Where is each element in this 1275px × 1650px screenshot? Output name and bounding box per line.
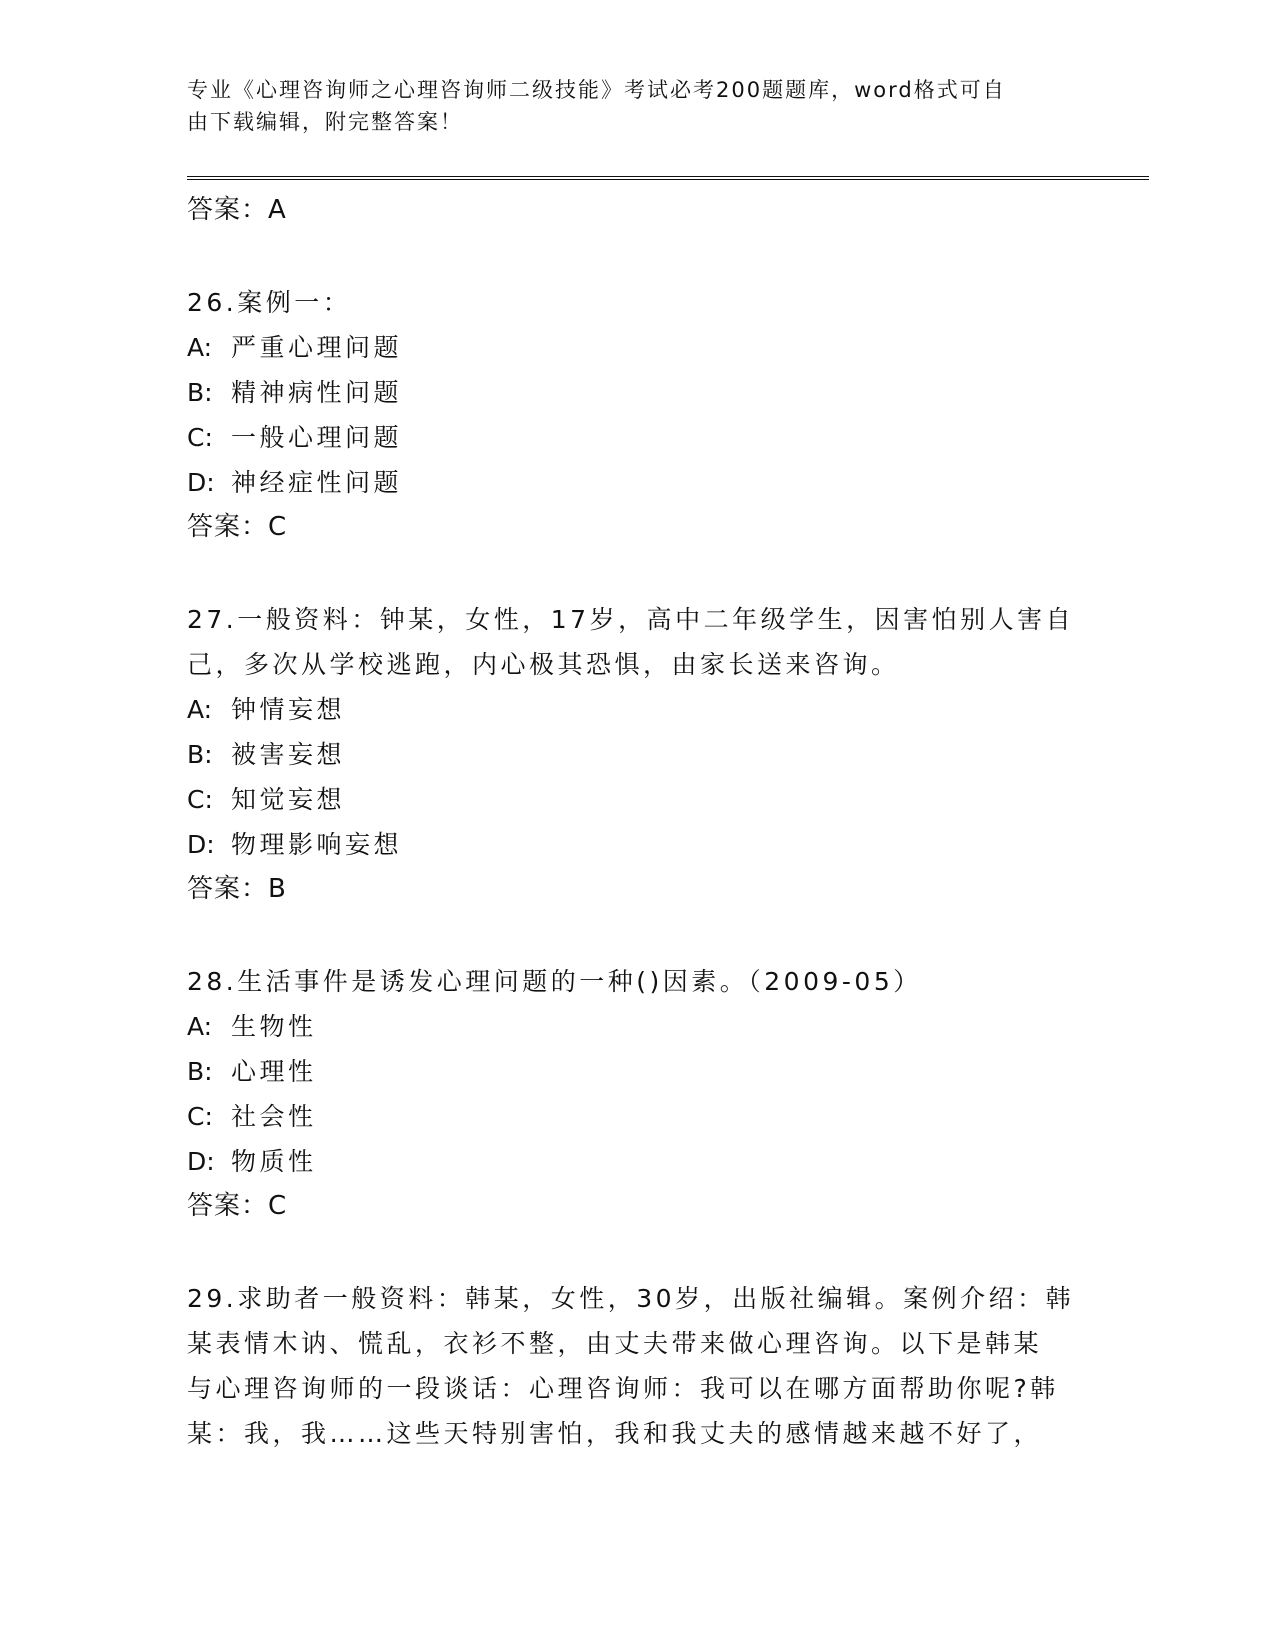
question-text: 28.生活事件是诱发心理问题的一种()因素。（2009-05） xyxy=(187,967,922,996)
option-d xyxy=(187,1139,1087,1184)
option-text: 被害妄想 xyxy=(231,740,346,769)
option-c xyxy=(187,777,1087,822)
option-text: 严重心理问题 xyxy=(231,333,403,362)
header-title-line-1: 专业《心理咨询师之心理咨询师二级技能》考试必考200题题库，word格式可自 xyxy=(187,78,1006,102)
question-text-line-4: 某：我，我……这些天特别害怕，我和我丈夫的感情越来越不好了， xyxy=(187,1419,1043,1448)
option-label: C: xyxy=(187,423,213,452)
question-content xyxy=(187,188,1087,1456)
option-label: B: xyxy=(187,1057,213,1086)
answer-line xyxy=(187,1184,1087,1229)
option-label: D: xyxy=(187,1147,215,1176)
option-label: D: xyxy=(187,830,215,859)
option-label: C: xyxy=(187,1102,213,1131)
answer-value: C xyxy=(268,512,287,542)
question-gap xyxy=(187,912,1087,959)
page-header xyxy=(187,74,1087,138)
option-label: C: xyxy=(187,785,213,814)
option-text: 精神病性问题 xyxy=(231,378,403,407)
option-b xyxy=(187,732,1087,777)
question-text: 26.案例一： xyxy=(187,288,352,317)
option-label: B: xyxy=(187,740,213,769)
option-b xyxy=(187,1049,1087,1094)
option-c xyxy=(187,415,1087,460)
question-text-line-1: 29.求助者一般资料：韩某，女性，30岁，出版社编辑。案例介绍：韩 xyxy=(187,1284,1075,1313)
question-29 xyxy=(187,1276,1087,1456)
option-text: 物质性 xyxy=(231,1147,317,1176)
answer-value: A xyxy=(268,195,286,225)
option-text: 钟情妄想 xyxy=(231,695,346,724)
answer-line xyxy=(187,188,1087,233)
question-text-line-2: 己，多次从学校逃跑，内心极其恐惧，由家长送来咨询。 xyxy=(187,650,900,679)
answer-line xyxy=(187,505,1087,550)
option-a xyxy=(187,1004,1087,1049)
option-label: A: xyxy=(187,1012,213,1041)
option-text: 一般心理问题 xyxy=(231,423,403,452)
question-gap xyxy=(187,233,1087,280)
option-text: 物理影响妄想 xyxy=(231,830,403,859)
option-label: D: xyxy=(187,468,215,497)
answer-value: C xyxy=(268,1191,287,1221)
header-divider xyxy=(187,176,1149,180)
option-label: B: xyxy=(187,378,213,407)
option-text: 知觉妄想 xyxy=(231,785,346,814)
option-label: A: xyxy=(187,695,213,724)
option-text: 心理性 xyxy=(231,1057,317,1086)
option-label: A: xyxy=(187,333,213,362)
option-d xyxy=(187,460,1087,505)
question-28 xyxy=(187,959,1087,1229)
option-text: 神经症性问题 xyxy=(231,468,403,497)
answer-label: 答案： xyxy=(187,195,269,225)
option-c xyxy=(187,1094,1087,1139)
question-text-line-3: 与心理咨询师的一段谈话：心理咨询师：我可以在哪方面帮助你呢?韩 xyxy=(187,1374,1059,1403)
answer-label: 答案： xyxy=(187,512,269,542)
question-gap xyxy=(187,550,1087,597)
answer-value: B xyxy=(268,874,286,904)
header-title-line-2: 由下载编辑，附完整答案！ xyxy=(187,110,463,134)
question-gap xyxy=(187,1229,1087,1276)
option-a xyxy=(187,325,1087,370)
answer-label: 答案： xyxy=(187,874,269,904)
option-b xyxy=(187,370,1087,415)
question-text-line-1: 27.一般资料：钟某，女性，17岁，高中二年级学生，因害怕别人害自 xyxy=(187,605,1075,634)
question-text-line-2: 某表情木讷、慌乱，衣衫不整，由丈夫带来做心理咨询。以下是韩某 xyxy=(187,1329,1043,1358)
option-d xyxy=(187,822,1087,867)
option-text: 生物性 xyxy=(231,1012,317,1041)
answer-line xyxy=(187,867,1087,912)
option-a xyxy=(187,687,1087,732)
question-27 xyxy=(187,597,1087,912)
option-text: 社会性 xyxy=(231,1102,317,1131)
question-26 xyxy=(187,280,1087,550)
answer-label: 答案： xyxy=(187,1191,269,1221)
